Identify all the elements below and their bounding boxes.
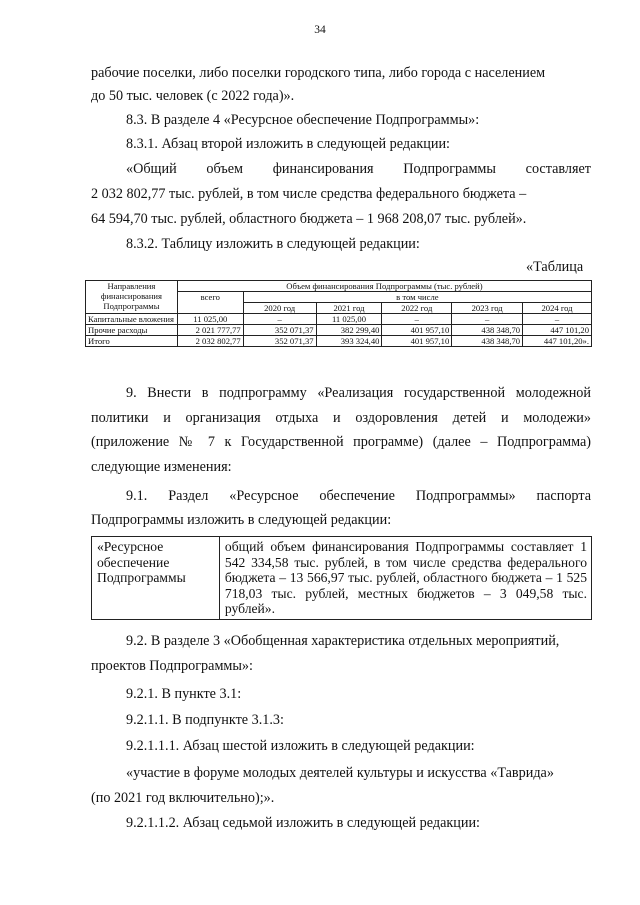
cell-total: 11 025,00 (177, 314, 243, 325)
paragraph-line: 2 032 802,77 тыс. рублей, в том числе средства федерального бюджета – (91, 186, 527, 202)
page-number: 34 (314, 24, 326, 36)
paragraph-line: 9.2.1.1. В подпункте 3.1.3: (126, 712, 284, 728)
paragraph-line: 9. Внести в подпрограмму «Реализация государственной молодежной (126, 385, 591, 401)
financing-table (85, 280, 592, 347)
paragraph-line: политики и организация отдыха и оздоровления детей и молодежи» (91, 410, 591, 426)
paragraph-line: Подпрограммы изложить в следующей редакции: (91, 512, 392, 528)
cell-value: 438 348,70 (452, 325, 523, 336)
cell-value: 447 101,20». (523, 336, 592, 347)
table-header-year: 2021 год (316, 303, 382, 314)
paragraph-line: 9.2.1. В пункте 3.1: (126, 686, 242, 702)
resource-text: общий объем финансирования Подпрограммы составляет 1 542 334,58 тыс. рублей, в том числе средства федерального бюджета – 13 566,97 тыс. рублей, областного бюджета – 1 525 718,03 тыс. рублей, местных бюджетов – 3 049,58 тыс. рублей». (219, 537, 591, 620)
paragraph-line: 64 594,70 тыс. рублей, областного бюджета – 1 968 208,07 тыс. рублей». (91, 211, 527, 227)
cell-value: 401 957,10 (382, 336, 452, 347)
cell-value: 11 025,00 (316, 314, 382, 325)
paragraph-line: (приложение № 7 к Государственной программе) (далее – Подпрограмма) (91, 434, 591, 450)
cell-value: 393 324,40 (316, 336, 382, 347)
paragraph-line: рабочие поселки, либо поселки городского типа, либо города с населением (91, 65, 546, 81)
table-header-total: всего (177, 292, 243, 314)
paragraph-line: (по 2021 год включительно);». (91, 790, 275, 806)
cell-value: – (452, 314, 523, 325)
paragraph-line: 8.3. В разделе 4 «Ресурсное обеспечение Подпрограммы»: (126, 112, 480, 128)
cell-value: 447 101,20 (523, 325, 592, 336)
table-row (86, 336, 592, 347)
table-caption: «Таблица (526, 259, 584, 275)
table-header-including: в том числе (243, 292, 591, 303)
cell-total: 2 021 777,77 (177, 325, 243, 336)
paragraph-line: «Общий объем финансирования Подпрограммы составляет (126, 161, 591, 177)
cell-value: – (523, 314, 592, 325)
cell-value: – (382, 314, 452, 325)
table-header-year: 2020 год (243, 303, 316, 314)
paragraph-line: проектов Подпрограммы»: (91, 658, 253, 674)
row-label: Итого (86, 336, 178, 347)
cell-value: 401 957,10 (382, 325, 452, 336)
table-row (86, 314, 592, 325)
paragraph-line: 9.2. В разделе 3 «Обобщенная характеристика отдельных мероприятий, (126, 633, 560, 649)
table-header-year: 2024 год (523, 303, 592, 314)
paragraph-line: 8.3.2. Таблицу изложить в следующей редакции: (126, 236, 420, 252)
table-header-year: 2023 год (452, 303, 523, 314)
resource-table (91, 536, 592, 620)
paragraph-line: 8.3.1. Абзац второй изложить в следующей редакции: (126, 136, 450, 152)
cell-value: 382 299,40 (316, 325, 382, 336)
paragraph-line: «участие в форуме молодых деятелей культуры и искусства «Таврида» (126, 765, 554, 781)
cell-value: 352 071,37 (243, 325, 316, 336)
resource-label: «Ресурсное обеспечение Подпрограммы (92, 537, 220, 620)
paragraph-line: 9.2.1.1.2. Абзац седьмой изложить в следующей редакции: (126, 815, 480, 831)
cell-total: 2 032 802,77 (177, 336, 243, 347)
paragraph-line: 9.1. Раздел «Ресурсное обеспечение Подпрограммы» паспорта (126, 488, 591, 504)
cell-value: 438 348,70 (452, 336, 523, 347)
table-row (86, 325, 592, 336)
paragraph-line: следующие изменения: (91, 459, 232, 475)
table-header-direction: Направления финансирования Подпрограммы (86, 281, 178, 314)
table-header-year: 2022 год (382, 303, 452, 314)
paragraph-line: до 50 тыс. человек (с 2022 года)». (91, 88, 295, 104)
paragraph-line: 9.2.1.1.1. Абзац шестой изложить в следующей редакции: (126, 738, 475, 754)
row-label: Капитальные вложения (86, 314, 178, 325)
cell-value: – (243, 314, 316, 325)
cell-value: 352 071,37 (243, 336, 316, 347)
table-header-volume: Объем финансирования Подпрограммы (тыс. рублей) (177, 281, 591, 292)
row-label: Прочие расходы (86, 325, 178, 336)
